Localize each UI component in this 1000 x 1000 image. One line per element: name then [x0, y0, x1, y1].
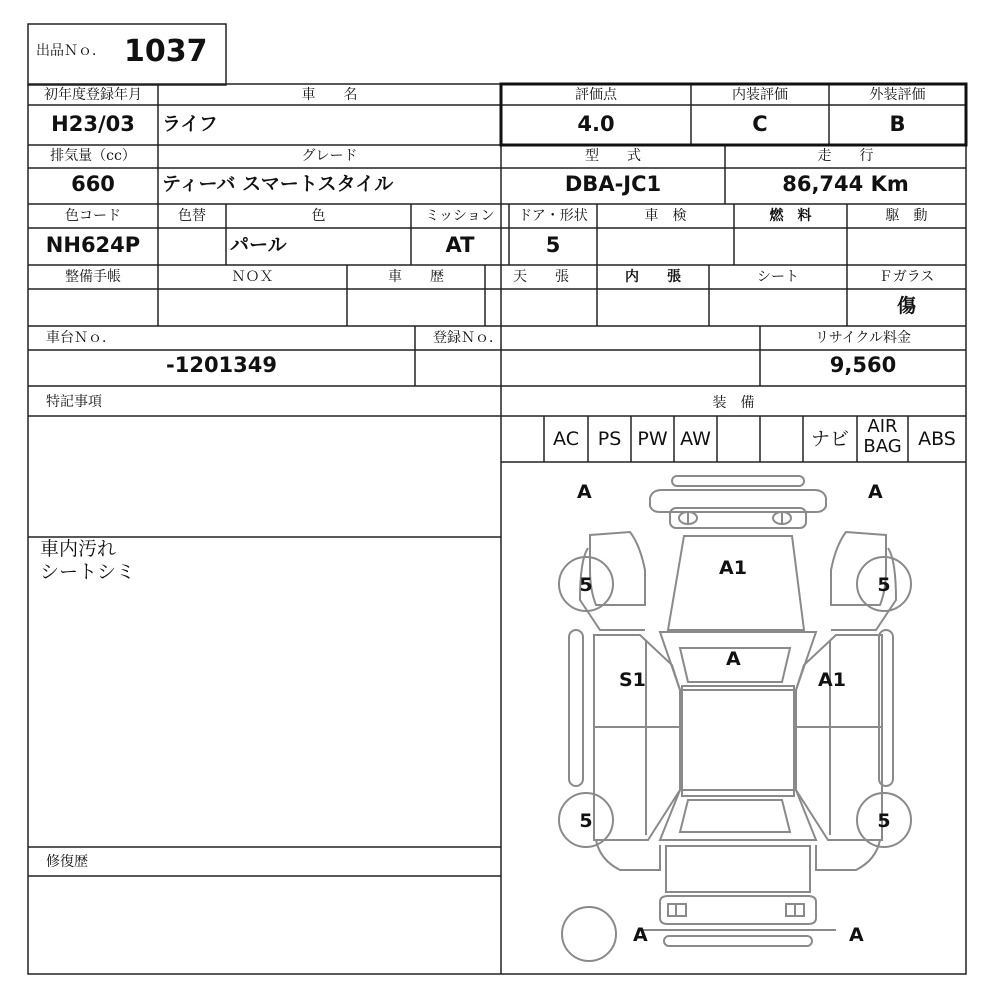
- mileage-value: 86,744 Km: [782, 172, 909, 196]
- nox-label: ＮＯＸ: [231, 269, 274, 285]
- grade-label: グレード: [301, 148, 358, 164]
- first-registration-label: 初年度登録年月: [44, 87, 142, 103]
- equipment-abs: ABS: [918, 428, 956, 450]
- door-value: 5: [545, 233, 561, 257]
- tyre-rear-left: 5: [579, 810, 593, 832]
- interior-value: C: [752, 112, 768, 136]
- damage-right-side: A1: [818, 669, 846, 691]
- chassis-number-label: 車台Ｎｏ．: [46, 330, 116, 346]
- inspection-label: 車 検: [644, 208, 687, 224]
- seat-label: シート: [757, 269, 799, 285]
- damage-left-side: S1: [619, 669, 646, 691]
- drive-label: 駆 動: [885, 208, 928, 224]
- repair-history-label: 修復歴: [46, 854, 88, 870]
- special-notes-label: 特記事項: [46, 394, 102, 410]
- tyre-front-right: 5: [877, 574, 891, 596]
- note-line: 車内汚れ: [40, 538, 117, 560]
- transmission-value: AT: [445, 233, 475, 257]
- equipment-ps: PS: [597, 428, 622, 450]
- car-name-value: ライフ: [162, 113, 218, 135]
- damage-rear-right: A: [849, 924, 864, 946]
- lot-label: 出品Ｎｏ．: [36, 43, 106, 59]
- maintenance-book-label: 整備手帳: [65, 269, 121, 285]
- car-name-label: 車 名: [301, 87, 358, 103]
- first-registration-value: H23/03: [51, 112, 135, 136]
- damage-roof: A: [726, 648, 741, 670]
- equipment-pw: PW: [637, 428, 668, 450]
- fuel-label: 燃 料: [769, 208, 812, 224]
- color-code-value: NH624P: [45, 233, 141, 257]
- inner-lining-label: 内 張: [625, 269, 681, 285]
- score-label: 評価点: [575, 87, 617, 103]
- tyre-front-left: 5: [579, 574, 593, 596]
- lot-number: 1037: [124, 34, 208, 69]
- exterior-value: B: [889, 112, 906, 136]
- transmission-label: ミッション: [425, 208, 495, 224]
- damage-front-right: A: [868, 481, 883, 503]
- chassis-number-value: -1201349: [166, 353, 277, 377]
- displacement-label: 排気量（cc）: [50, 148, 136, 164]
- damage-hood: A1: [719, 557, 747, 579]
- damage-rear-left: A: [633, 924, 648, 946]
- registration-number-label: 登録Ｎｏ．: [433, 330, 503, 346]
- equipment-navi: ナビ: [810, 428, 849, 450]
- car-diagram: [559, 476, 911, 961]
- recycle-fee-value: 9,560: [829, 353, 897, 377]
- roof-lining-label: 天 張: [513, 269, 569, 285]
- score-value: 4.0: [577, 112, 615, 136]
- color-label: 色: [311, 208, 326, 224]
- recycle-fee-label: リサイクル料金: [814, 330, 912, 346]
- door-label: ドア・形状: [518, 208, 588, 224]
- equipment-label: 装 備: [712, 395, 755, 411]
- front-glass-label: Ｆガラス: [878, 269, 935, 285]
- damage-front-left: A: [577, 481, 592, 503]
- displacement-value: 660: [71, 172, 115, 196]
- exterior-label: 外装評価: [869, 87, 926, 103]
- equipment-aw: AW: [680, 428, 711, 450]
- front-glass-value: 傷: [896, 295, 916, 317]
- color-value: パール: [230, 234, 287, 256]
- color-code-label: 色コード: [65, 208, 121, 224]
- repaint-label: 色替: [178, 208, 206, 224]
- mileage-label: 走 行: [817, 148, 874, 164]
- tyre-rear-right: 5: [877, 810, 891, 832]
- history-label: 車 歴: [388, 269, 444, 285]
- note-line: シートシミ: [40, 561, 136, 583]
- interior-label: 内装評価: [732, 87, 788, 103]
- grade-value: ティーバ スマートスタイル: [162, 173, 394, 195]
- equipment-ac: AC: [553, 428, 579, 450]
- model-label: 型 式: [585, 148, 641, 164]
- model-value: DBA-JC1: [564, 172, 662, 196]
- equipment-airbag: AIR BAG: [863, 416, 902, 457]
